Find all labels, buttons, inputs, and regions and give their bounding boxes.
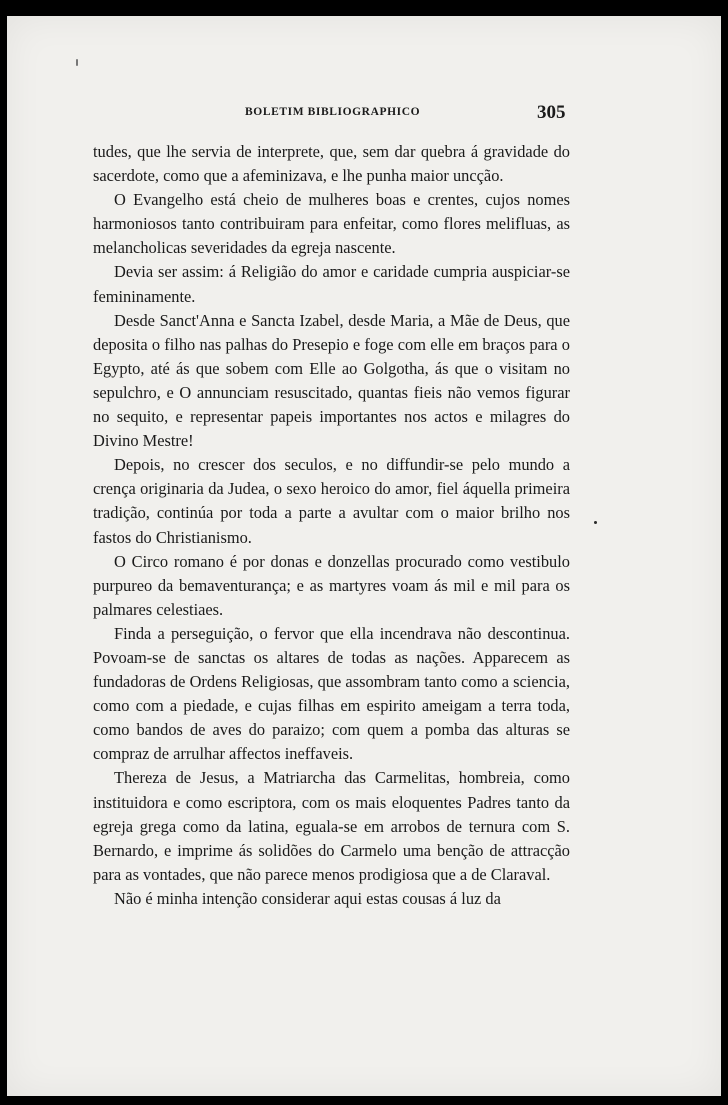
running-title: BOLETIM BIBLIOGRAPHICO <box>245 106 421 118</box>
paragraph: Finda a perseguição, o fervor que ella incendrava não descontinua. Povoam-se de sanctas os altares de todas as nações. Apparecem as fundadoras de Ordens Religiosas, que assombram tanto como a sciencia, como com a piedade, e cujas filhas em espirito ameigam a terra toda, como bandos de aves do paraizo; com quem a pomba das alturas se compraz de arrulhar affectos ineffaveis. <box>93 623 570 764</box>
paragraph: O Evangelho está cheio de mulheres boas e crentes, cujos nomes harmoniosos tanto contribuiram para enfeitar, como flores melifluas, as melancholicas severidades da egreja nascente. <box>93 190 570 258</box>
page-number: 305 <box>537 102 566 123</box>
paragraph: Thereza de Jesus, a Matriarcha das Carmelitas, hombreia, como instituidora e como escriptora, com os mais eloquentes Padres tanto da egreja grega como da latina, eguala-se em arrobos de ternura com S. Bernardo, e imprime ás solidões do Carmelo uma benção de attracção para as vontades, que não parece menos prodigiosa que a de Claraval. <box>93 768 570 884</box>
paragraph: Desde Sanct'Anna e Sancta Izabel, desde Maria, a Mãe de Deus, que deposita o filho nas palhas do Presepio e foge com elle em braços para o Egypto, até ás que sobem com Elle ao Golgotha, ás que o visitam no sepulchro, e O annunciam resuscitado, quantas fieis não vemos figurar no sequito, e representar papeis importantes nos actos e milagres do Divino Mestre! <box>93 310 570 451</box>
paragraph: Devia ser assim: á Religião do amor e caridade cumpria auspiciar-se femininamente. <box>93 262 570 306</box>
book-page <box>7 16 721 1096</box>
ink-speck <box>76 59 78 66</box>
paragraph: Não é minha intenção considerar aqui estas cousas á luz da <box>114 888 501 908</box>
paragraph: O Circo romano é por donas e donzellas procurado como vestibulo purpureo da bemaventurança; e as martyres voam ás mil e mil para os palmares celestiaes. <box>93 551 570 619</box>
paragraph: tudes, que lhe servia de interprete, que, sem dar quebra á gravidade do sacerdote, como que a afeminizava, e lhe punha maior uncção. <box>93 142 570 186</box>
paragraph: Depois, no crescer dos seculos, e no diffundir-se pelo mundo a crença originaria da Judea, o sexo heroico do amor, fiel áquella primeira tradição, continúa por toda a parte a avultar com o maior brilho nos fastos do Christianismo. <box>93 455 570 547</box>
ink-speck <box>594 521 597 524</box>
body-text <box>93 140 570 911</box>
page-header <box>7 102 721 130</box>
